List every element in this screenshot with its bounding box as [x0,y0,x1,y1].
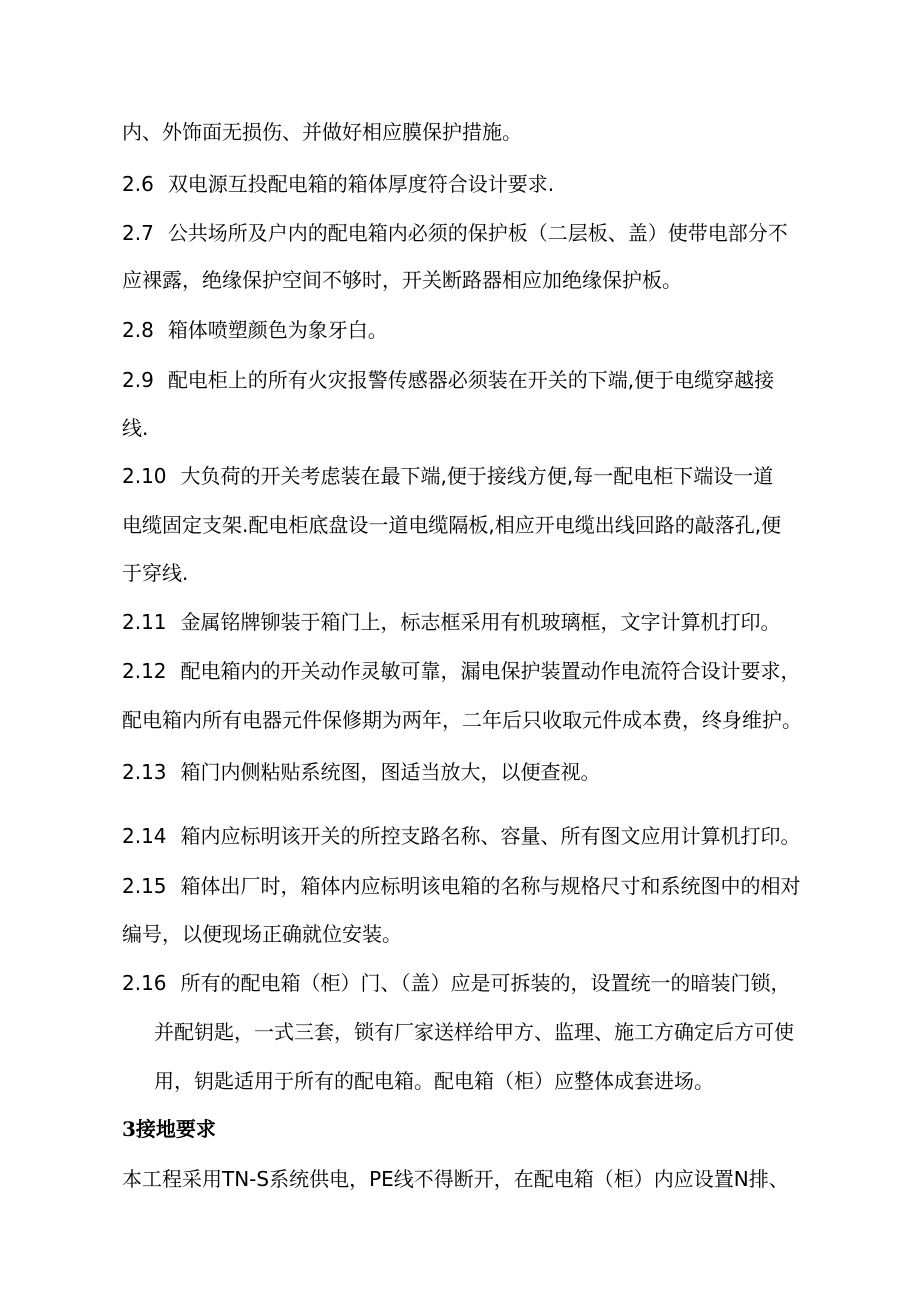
clause-number: 2.12 [122,659,167,683]
clause-2-9 [122,366,774,394]
clause-2-14 [122,822,801,850]
text-line-indented [154,1018,794,1046]
line-text: 配电箱内所有电器元件保修期为两年，二年后只收取元件成本费，终身维护。 [122,708,802,732]
clause-2-7 [122,219,788,247]
text-line [122,511,781,539]
heading-text: 3接地要求 [122,1117,216,1141]
line-text: 应裸露，绝缘保护空间不够时，开关断路器相应加绝缘保护板。 [122,268,682,292]
clause-number: 2.11 [122,610,167,634]
clause-text: 双电源互投配电箱的箱体厚度符合设计要求. [167,172,555,196]
clause-number: 2.16 [122,971,167,995]
clause-number: 2.13 [122,760,167,784]
section-heading [122,1115,216,1143]
clause-2-6 [122,170,554,198]
text-line [122,920,402,948]
clause-2-12 [122,657,801,685]
clause-number: 2.7 [122,221,154,245]
clause-text: 所有的配电箱（柜）门、（盖）应是可拆装的，设置统一的暗装门锁， [180,971,791,995]
clause-2-10 [122,462,773,490]
clause-number: 2.10 [122,464,167,488]
line-text: 线. [122,416,149,440]
clause-2-8 [122,316,388,344]
text-line [122,118,522,146]
clause-text: 箱内应标明该开关的所控支路名称、容量、所有图文应用计算机打印。 [180,824,801,848]
text-line [122,706,802,734]
clause-text: 金属铭牌铆装于箱门上，标志框采用有机玻璃框，文字计算机打印。 [180,610,781,634]
text-line-indented [154,1067,714,1095]
line-text: 内、外饰面无损伤、并做好相应膜保护措施。 [122,120,522,144]
clause-number: 2.15 [122,874,167,898]
clause-text: 大负荷的开关考虑装在最下端,便于接线方便,每一配电柜下端设一道 [180,464,774,488]
clause-2-15 [122,872,801,900]
line-text: 本工程采用TN-S系统供电，PE线不得断开，在配电箱（柜）内应设置N排、 [122,1167,789,1191]
text-line [122,266,682,294]
clause-text: 公共场所及户内的配电箱内必须的保护板（二层板、盖）使带电部分不 [167,221,788,245]
line-text: 编号，以便现场正确就位安装。 [122,922,402,946]
text-line [122,559,188,587]
clause-number: 2.9 [122,368,154,392]
line-text: 电缆固定支架.配电柜底盘设一道电缆隔板,相应开电缆出线回路的敲落孔,便 [122,513,782,537]
clause-2-13 [122,758,601,786]
clause-number: 2.8 [122,318,154,342]
clause-text: 配电柜上的所有火灾报警传感器必须装在开关的下端,便于电缆穿越接 [167,368,775,392]
clause-text: 箱门内侧粘贴系统图，图适当放大，以便查视。 [180,760,601,784]
line-text: 并配钥匙，一式三套，锁有厂家送样给甲方、监理、施工方确定后方可使 [154,1020,794,1044]
text-line [122,414,148,442]
line-text: 用，钥匙适用于所有的配电箱。配电箱（柜）应整体成套进场。 [154,1069,714,1093]
clause-number: 2.14 [122,824,167,848]
clause-text: 箱体出厂时，箱体内应标明该电箱的名称与规格尺寸和系统图中的相对 [180,874,801,898]
clause-text: 箱体喷塑颜色为象牙白。 [167,318,388,342]
clause-2-16 [122,969,791,997]
text-line [122,1165,789,1193]
clause-text: 配电箱内的开关动作灵敏可靠，漏电保护装置动作电流符合设计要求， [180,659,801,683]
clause-2-11 [122,608,781,636]
line-text: 于穿线. [122,561,189,585]
clause-number: 2.6 [122,172,154,196]
